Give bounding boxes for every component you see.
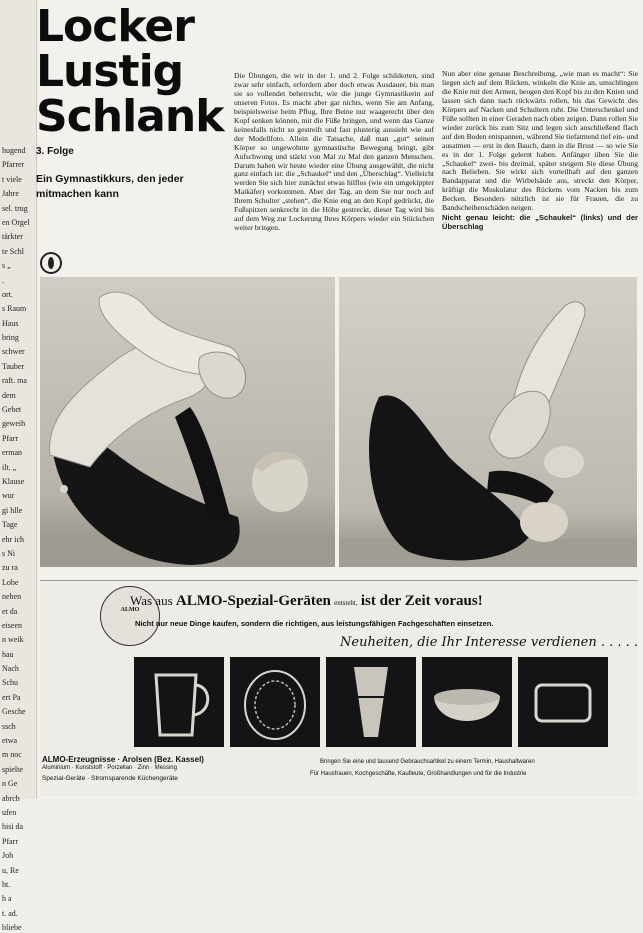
margin-fragment: Gesche bbox=[2, 707, 26, 717]
margin-fragment: spielte bbox=[2, 764, 23, 774]
product-glass-plate bbox=[230, 657, 320, 747]
margin-fragment: hisi da bbox=[2, 822, 24, 832]
product-bowl bbox=[422, 657, 512, 747]
margin-fragment: Haus bbox=[2, 318, 19, 328]
margin-fragment: Pfarr bbox=[2, 433, 18, 443]
ad-company-line-2: Aluminium · Kunststoff · Porzellan · Zinn · Messing bbox=[42, 765, 177, 771]
title-line-2: Lustig bbox=[36, 46, 184, 97]
ad-headline-bold: ist der Zeit voraus! bbox=[360, 593, 483, 609]
margin-fragment: nehen bbox=[2, 592, 22, 602]
article-title bbox=[36, 1, 224, 142]
title-line-3: Schlank bbox=[36, 91, 224, 142]
margin-fragment: etwa bbox=[2, 736, 18, 746]
article-column-1: Die Übungen, die wir in der 1. und 2. Folge schilderten, sind zwar sehr einfach, erfordern aber doch etwas Ausdauer, bis man sie so vollendet beherrscht, wie die junge Gymnastikerin auf unseren Fotos. Es macht aber gar nichts, wenn Sie am Anfang, beispielsweise beim Pflug, Ihre Beine nur waagerecht über den Kopf senken können, mit die Füße bringen, und wenn das Ganze keinesfalls nicht so gestreift und fast plusterig aussieht wie auf der Modellfoto. Allein die Tatsache, daß man „gut“ seinen Körper so ungewohnte gymnastische Bewegung bringt, gibt Aufschwung und stärkt von Mal zu Mal den ganzen Menschen. Darum haben wir heute wieder eine Übung ausgewählt, die nicht ganz einfach ist: die „Schaukel“ und den „Überschlag“. Vielleicht werden Sie sich hier zunächst etwas hilflos (wie ein umgekippter Maikäfer) vorkommen. Aber der Tag, an dem Sie nur noch auf Ihrem Schulter „stehen“, die Knie eng an den Kopf gedrückt, die Fußspitzen senkrecht in die Höhe gestreckt, dieser Tag wird bis auf dem Weg zur Lockerung Ihres Körpers wieder ein Stückchen weiter bringen. bbox=[234, 71, 434, 233]
margin-fragment: Joh bbox=[2, 851, 14, 861]
ad-company-line-3: Spezial-Geräte · Stromsparende Küchengeräte bbox=[42, 775, 178, 782]
margin-fragment: m noc bbox=[2, 750, 22, 760]
margin-fragment: Lobe bbox=[2, 577, 19, 587]
margin-fragment: Pfarrer bbox=[2, 160, 25, 170]
margin-fragment: t. ad. bbox=[2, 908, 18, 918]
margin-fragment: gi hlle bbox=[2, 505, 23, 515]
margin-fragment: et da bbox=[2, 606, 18, 616]
previous-page-fragment bbox=[0, 0, 37, 933]
margin-fragment: n weik bbox=[2, 635, 24, 645]
seal-text: ALMO bbox=[120, 607, 140, 613]
series-part: 3. Folge bbox=[36, 146, 74, 157]
margin-fragment: Pfarr bbox=[2, 836, 18, 846]
vase-icon bbox=[326, 657, 416, 747]
ad-tagline: Nicht nur neue Dinge kaufen, sondern die richtigen, aus leistungsfähigen Fachgeschäften einsetzen. bbox=[135, 619, 494, 628]
margin-fragment: sel. trug bbox=[2, 203, 28, 213]
margin-fragment: Klause bbox=[2, 476, 25, 486]
margin-fragment: schwer bbox=[2, 347, 25, 357]
ad-headline-brand: ALMO-Spezial-Geräten bbox=[175, 593, 331, 609]
photo-ueberschlag bbox=[339, 277, 637, 567]
margin-fragment: abrch bbox=[2, 793, 20, 803]
margin-fragment: ht. bbox=[2, 879, 11, 889]
margin-fragment: erman bbox=[2, 448, 22, 458]
margin-fragment: Tage bbox=[2, 520, 18, 530]
ad-headline bbox=[130, 593, 483, 610]
margin-fragment: te Schl bbox=[2, 246, 24, 256]
margin-fragment: h a bbox=[2, 894, 12, 904]
margin-fragment: Schu bbox=[2, 678, 18, 688]
margin-fragment: hugend bbox=[2, 146, 26, 155]
margin-fragment: zu ra bbox=[2, 563, 18, 573]
bowl-icon bbox=[422, 657, 512, 747]
photo-caption: Nicht genau leicht: die „Schaukel“ (links) und der Überschlag bbox=[442, 213, 638, 232]
photo-schaukel bbox=[40, 277, 335, 567]
margin-fragment: bring bbox=[2, 333, 19, 343]
margin-fragment: eiseen bbox=[2, 620, 22, 630]
margin-fragment: tärkter bbox=[2, 232, 23, 242]
ornament-icon bbox=[40, 252, 62, 274]
margin-fragment: geweih bbox=[2, 419, 26, 429]
dish-icon bbox=[518, 657, 608, 747]
product-vase bbox=[326, 657, 416, 747]
article-subtitle: Ein Gymnastikkurs, den jeder mitmachen kann bbox=[36, 173, 184, 200]
pitcher-icon bbox=[134, 657, 224, 747]
margin-fragment: Tauber bbox=[2, 361, 25, 371]
margin-fragment: t viele bbox=[2, 174, 22, 184]
product-pitcher bbox=[134, 657, 224, 747]
margin-fragment: s Ni bbox=[2, 548, 16, 558]
photo-schaukel-image bbox=[40, 277, 335, 567]
margin-fragment: Jahre bbox=[2, 189, 19, 199]
ad-headline-pre: Was aus bbox=[130, 593, 173, 608]
margin-fragment: u, Re bbox=[2, 865, 19, 875]
margin-fragment: ehr ich bbox=[2, 534, 24, 544]
ad-headline-small: entsteht, bbox=[334, 599, 358, 607]
margin-fragment: ilt. „ bbox=[2, 462, 17, 472]
photo-ueberschlag-image bbox=[339, 277, 637, 567]
column-2-text: Nun aber eine genaue Beschreibung, „wie man es macht“: Sie liegen sich auf dem Rücken, winkeln die Knie an, umschlingen die Knie mit den Armen, beugen den Kopf bis zu den Knien und lassen sich dann nach rückwärts rollen, bis das Gewicht des Körpers auf Nacken und Schultern ruht. Die Unterschenkel und Füße sollten in einer Geraden nach oben zeigen. Dann rollen Sie wieder zurück bis zum Sitz und legen sich anschließend flach auf den Boden entspannen, während Sie tiefatmend tief ein- und ausatmen — erst in den Bauch, dann in die Brust — so wie Sie es in der 1. Folge gelernt haben. Anfänger üben Sie die „Schaukel“ zwei- bis dreimal, später steigern Sie diese Übung nach Belieben. Sie wirkt sich vorteilhaft auf den ganzen Bandapparat und die Wirbelsäule aus, streckt den Körper, kräftigt die Muskulatur des Rückens vom Nacken bis zum Becken. Besonders nützlich ist sie für Frauen, die zu Bandscheibenschäden neigen. bbox=[442, 69, 638, 213]
product-gallery bbox=[134, 657, 634, 747]
margin-fragment: n Ge bbox=[2, 779, 18, 789]
margin-fragment: raft. ma bbox=[2, 376, 27, 386]
margin-fragment: dem bbox=[2, 390, 16, 400]
margin-fragment: bliebe bbox=[2, 923, 22, 933]
margin-fragment: ert Pa bbox=[2, 692, 21, 702]
margin-fragment: Nach bbox=[2, 664, 19, 674]
margin-fragment: Gebet bbox=[2, 405, 22, 415]
title-line-1: Locker bbox=[36, 1, 194, 52]
product-dish bbox=[518, 657, 608, 747]
article-column-2 bbox=[442, 70, 638, 232]
margin-fragment: en Orgel bbox=[2, 217, 30, 227]
margin-fragment: ort. bbox=[2, 289, 13, 299]
plate-icon bbox=[230, 657, 320, 747]
margin-fragment: wur bbox=[2, 491, 15, 501]
advertisement bbox=[40, 580, 638, 796]
ad-script-line: Neuheiten, die Ihr Interesse verdienen . . . . . bbox=[340, 635, 639, 650]
ad-note-1: Bringen Sie eine und tausend Gebrauchsartikel zu einem Termin, Haushaltwaren bbox=[320, 759, 535, 765]
margin-fragment: ssch bbox=[2, 721, 16, 731]
ad-company: ALMO-Erzeugnisse · Arolsen (Bez. Kassel) bbox=[42, 755, 204, 764]
margin-fragment: ufen bbox=[2, 807, 17, 817]
margin-fragment: . bbox=[2, 275, 4, 285]
ad-note-2: Für Hausfrauen, Kochgeschäfte, Kaufleute, Großhandlungen und für die Industrie bbox=[310, 771, 527, 777]
margin-fragment: s „ bbox=[2, 261, 11, 271]
margin-fragment: hau bbox=[2, 649, 14, 659]
margin-fragment: s Raum bbox=[2, 304, 27, 314]
